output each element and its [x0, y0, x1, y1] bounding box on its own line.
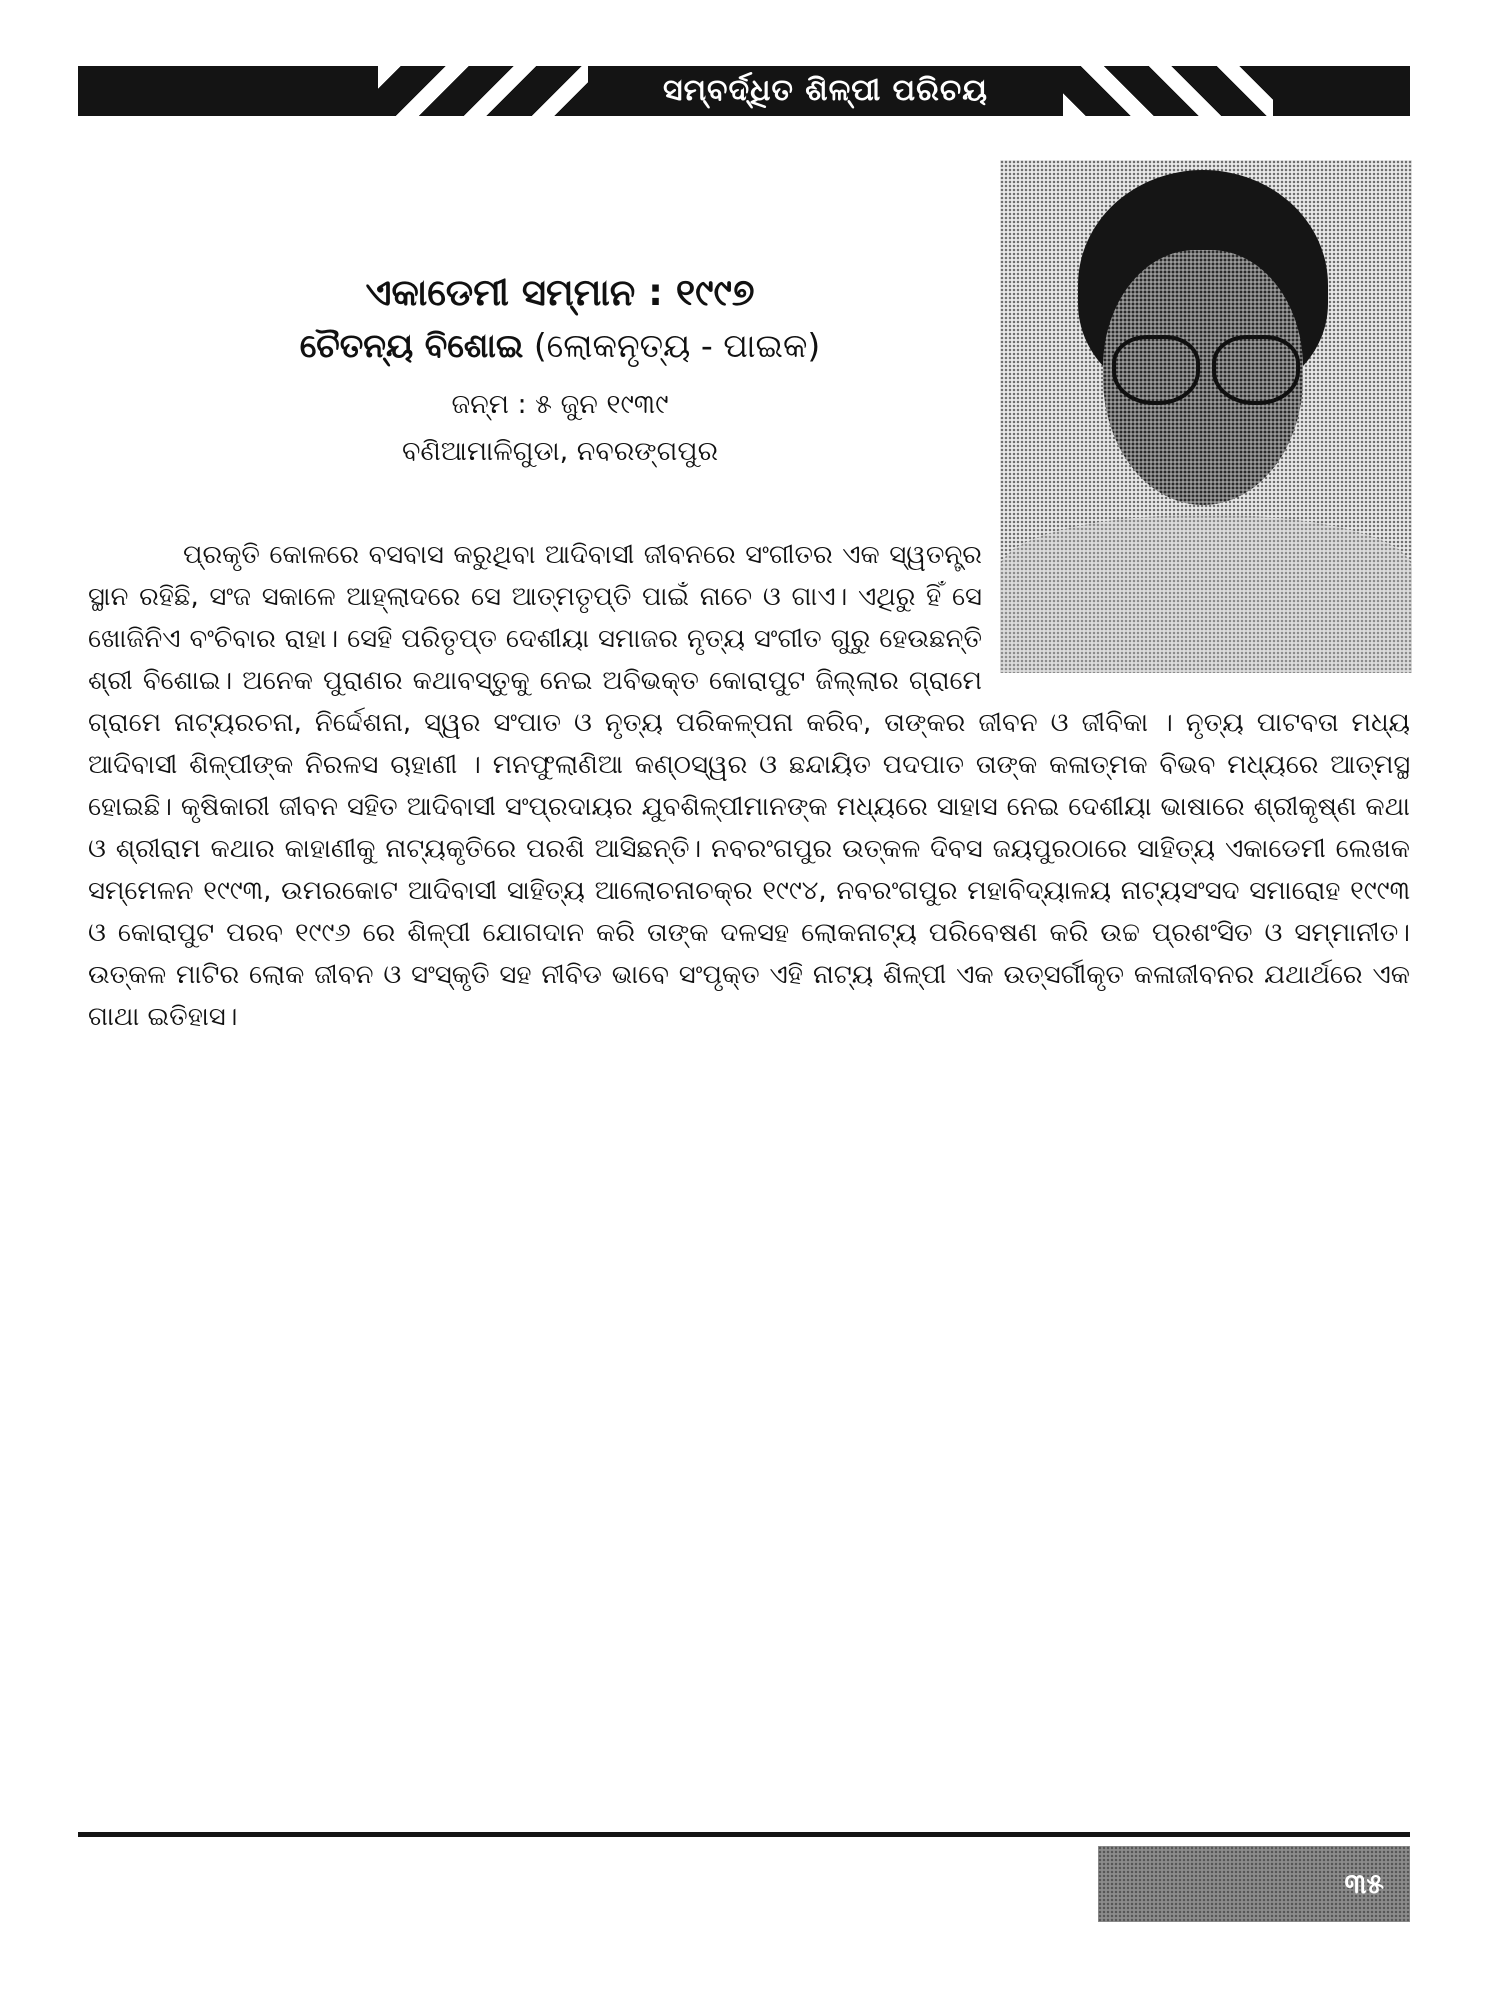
- birth-date: ଜନ୍ମ : ୫ ଜୁନ ୧୯୩୯: [451, 389, 669, 420]
- header-stripes-right: [1063, 66, 1273, 116]
- biography-text: ପ୍ରକୃତି କୋଳରେ ବସବାସ କରୁଥିବା ଆଦିବାସୀ ଜୀବନରେ ସଂଗୀତର ଏକ ସ୍ୱତନ୍ତ୍ର ସ୍ଥାନ ରହିଛି, ସଂଜ ସକାଳେ ଆହ୍ଲାଦରେ ସେ ଆତ୍ମତୃପ୍ତି ପାଇଁ ନାଚେ ଓ ଗାଏ। ଏଥିରୁ ହିଁ ସେ ଖୋଜିନିଏ ବଂଚିବାର ରାହା। ସେହି ପରିତୃପ୍ତ ଦେଶୀୟା ସମାଜର ନୃତ୍ୟ ସଂଗୀତ ଗୁରୁ ହେଉଛନ୍ତି ଶ୍ରୀ ବିଶୋଇ। ଅନେକ ପୁରାଣର କଥାବସ୍ତୁକୁ ନେଇ ଅବିଭକ୍ତ କୋରାପୁଟ ଜିଲ୍ଲାର ଗ୍ରାମେ ଗ୍ରାମେ ନାଟ୍ୟରଚନା, ନିର୍ଦ୍ଦେଶନା, ସ୍ୱର ସଂପାତ ଓ ନୃତ୍ୟ ପରିକଳ୍ପନା କରିବ, ତାଙ୍କର ଜୀବନ ଓ ଜୀବିକା । ନୃତ୍ୟ ପାଟବତା ମଧ୍ୟ ଆଦିବାସୀ ଶିଳ୍ପୀଙ୍କ ନିରଳସ ଚାହାଣୀ । ମନଫୁଲାଣିଆ କଣ୍ଠସ୍ୱର ଓ ଛନ୍ଦାୟିତ ପଦପାତ ତାଙ୍କ କଳାତ୍ମକ ବିଭବ ମଧ୍ୟରେ ଆତ୍ମସ୍ଥ ହୋଇଛି। କୃଷିକାରୀ ଜୀବନ ସହିତ ଆଦିବାସୀ ସଂପ୍ରଦାୟର ଯୁବଶିଳ୍ପୀମାନଙ୍କ ମଧ୍ୟରେ ସାହାସ ନେଇ ଦେଶୀୟା ଭାଷାରେ ଶ୍ରୀକୃଷ୍ଣ କଥା ଓ ଶ୍ରୀରାମ କଥାର କାହାଣୀକୁ ନାଟ୍ୟକୃତିରେ ପରଶି ଆସିଛନ୍ତି। ନବରଂଗପୁର ଉତ୍କଳ ଦିବସ ଜୟପୁରଠାରେ ସାହିତ୍ୟ ଏକାଡେମୀ ଲେଖକ ସମ୍ମେଳନ ୧୯୯୩, ଉମରକୋଟ ଆଦିବାସୀ ସାହିତ୍ୟ ଆଲୋଚନାଚକ୍ର ୧୯୯୪, ନବରଂଗପୁର ମହାବିଦ୍ୟାଳୟ ନାଟ୍ୟସଂସଦ ସମାରୋହ ୧୯୯୩ ଓ କୋରାପୁଟ ପରବ ୧୯୯୬ ରେ ଶିଳ୍ପୀ ଯୋଗଦାନ କରି ତାଙ୍କ ଦଳସହ ଲୋକନାଟ୍ୟ ପରିବେଷଣ କରି ଉଚ୍ଚ ପ୍ରଶଂସିତ ଓ ସମ୍ମାନୀତ।ଉତ୍କଳ ମାଟିର ଲୋକ ଜୀବନ ଓ ସଂସ୍କୃତି ସହ ନୀବିଡ ଭାବେ ସଂପୃକ୍ତ ଏହି ନାଟ୍ୟ ଶିଳ୍ପୀ ଏକ ଉତ୍ସର୍ଗୀକୃତ କଳାଜୀବନର ଯଥାର୍ଥରେ ଏକ ଗାଥା ଇତିହାସ।: [88, 540, 1410, 1032]
- artist-name: ଚୈତନ୍ୟ ବିଶୋଇ: [299, 326, 524, 365]
- birth-place: ବଣିଆମାଳିଗୁଡା, ନବରଙ୍ଗପୁର: [401, 436, 719, 467]
- header-banner: [78, 66, 1410, 116]
- biography-paragraph: [88, 534, 1410, 1038]
- page-number-box: [1098, 1846, 1410, 1922]
- photo-wrap-spacer: [982, 534, 1410, 672]
- artist-heading: [150, 322, 970, 370]
- portrait-glasses-left: [1112, 335, 1200, 405]
- header-stripes-left: [378, 66, 588, 116]
- artist-category: (ଲୋକନୃତ୍ୟ - ପାଇକ): [533, 326, 821, 365]
- section-title: ସମ୍ବର୍ଦ୍ଧିତ ଶିଳ୍ପୀ ପରିଚୟ: [663, 73, 988, 108]
- page-number: ୩୫: [1344, 1867, 1384, 1900]
- portrait-glasses-right: [1212, 335, 1300, 405]
- award-title: ଏକାଡେମୀ ସମ୍ମାନ : ୧୯୯୭: [365, 271, 755, 314]
- footer-rule: [78, 1832, 1410, 1837]
